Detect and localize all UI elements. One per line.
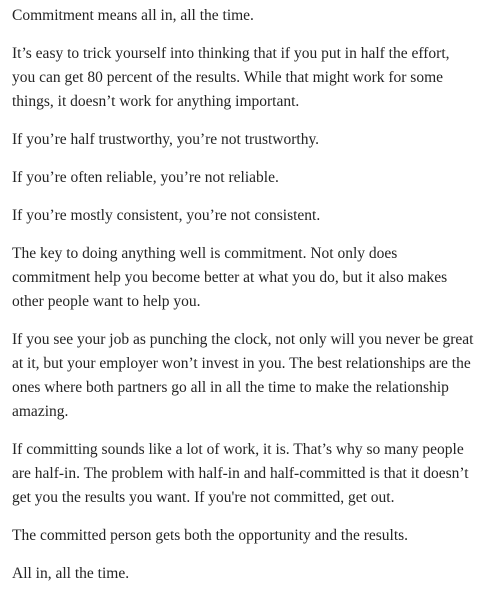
paragraph-3: If you’re half trustworthy, you’re not trustworthy. [12, 131, 320, 148]
paragraph-10: All in, all the time. [12, 565, 130, 582]
paragraph-9: The committed person gets both the opportunity and the results. [12, 527, 409, 544]
paragraph-6: The key to doing anything well is commitment. Not only does commitment help you become better at what you do, but it also makes other people want to help you. [12, 245, 448, 310]
paragraph-4: If you’re often reliable, you’re not reliable. [12, 169, 279, 186]
paragraph-1: Commitment means all in, all the time. [12, 7, 254, 24]
paragraph-8: If committing sounds like a lot of work, it is. That’s why so many people are half-in. The problem with half-in and half-committed is that it doesn’t get you the results you want. If you're not committed, get out. [12, 441, 469, 506]
paragraph-5: If you’re mostly consistent, you’re not consistent. [12, 207, 321, 224]
paragraph-2: It’s easy to trick yourself into thinking that if you put in half the effort, you can get 80 percent of the results. While that might work for some things, it doesn’t work for anything important. [12, 45, 450, 110]
paragraph-7: If you see your job as punching the clock, not only will you never be great at it, but your employer won’t invest in you. The best relationships are the ones where both partners go all in all the time to make the relationship amazing. [12, 331, 474, 420]
